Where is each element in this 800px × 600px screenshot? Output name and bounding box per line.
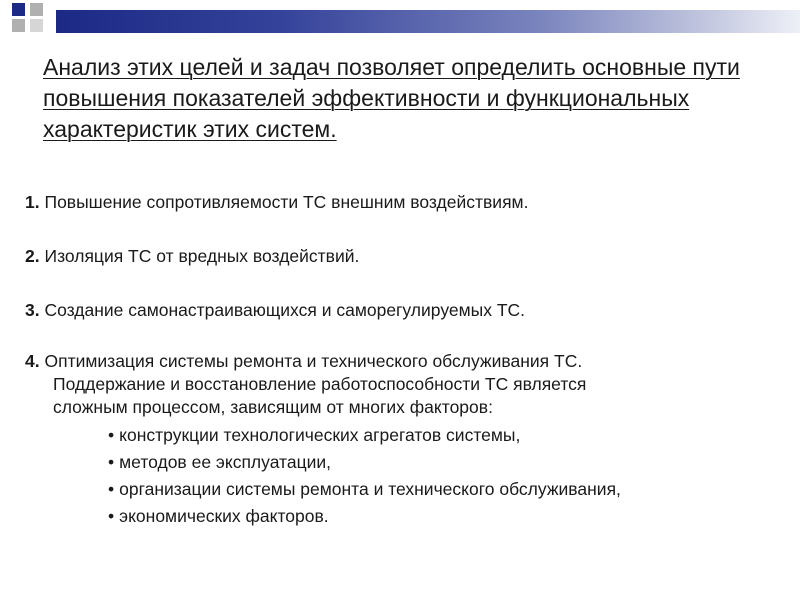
factor-bullet-item (108, 450, 798, 474)
item-text: Повышение сопротивляемости ТС внешним воздействиям. (44, 192, 529, 212)
item-number: 3. (25, 300, 40, 320)
item-number: 4. (25, 351, 40, 371)
list-item (25, 190, 765, 214)
factor-text: экономических факторов. (119, 506, 329, 526)
factor-text: методов ее эксплуатации, (119, 452, 332, 472)
factor-bullet-item (108, 504, 798, 528)
factor-bullet-item (108, 423, 798, 447)
item-continuation-line: сложным процессом, зависящим от многих факторов: (53, 397, 493, 417)
bullet-icon: • (108, 479, 115, 499)
list-item (25, 244, 765, 268)
factor-text: организации системы ремонта и технического обслуживания, (119, 479, 621, 499)
item-continuation-line: Поддержание и восстановление работоспособности ТС является (53, 374, 587, 394)
bullet-icon: • (108, 506, 115, 526)
slide-title: Анализ этих целей и задач позволяет определить основные пути повышения показателей эффективности и функциональных характеристик этих систем. (43, 54, 740, 142)
bullet-icon: • (108, 425, 115, 445)
list-item (25, 298, 765, 322)
item-number: 2. (25, 246, 40, 266)
item-text: Изоляция ТС от вредных воздействий. (44, 246, 360, 266)
factor-text: конструкции технологических агрегатов системы, (119, 425, 521, 445)
decor-square-gray (30, 3, 43, 16)
header-gradient-bar (56, 10, 800, 33)
item-text: Оптимизация системы ремонта и технического обслуживания ТС. (44, 351, 583, 371)
decor-square-gray (12, 19, 25, 32)
decor-square-dark (12, 3, 25, 16)
slide-header-decoration (0, 0, 800, 50)
item-number: 1. (25, 192, 40, 212)
list-item (25, 349, 765, 373)
decor-square-light (30, 19, 43, 32)
factor-bullet-item (108, 477, 798, 501)
bullet-icon: • (108, 452, 115, 472)
item-text: Создание самонастраивающихся и саморегулируемых ТС. (44, 300, 526, 320)
